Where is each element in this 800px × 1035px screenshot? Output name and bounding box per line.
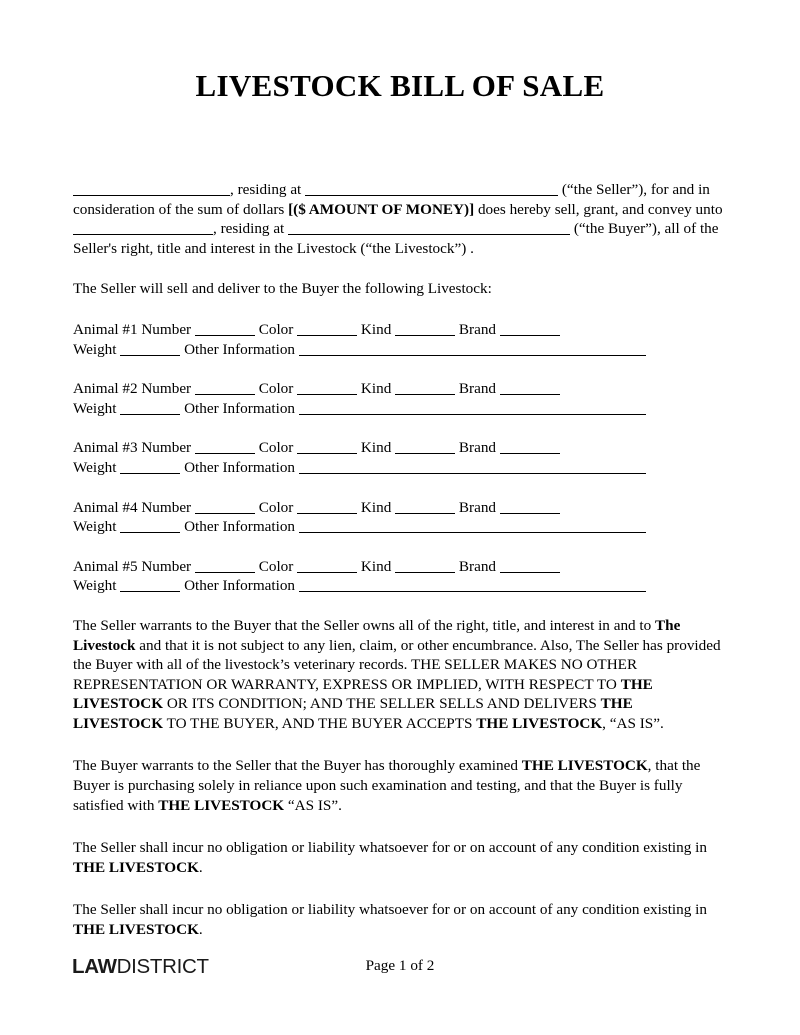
liability-1-bold: THE LIVESTOCK [73,858,199,876]
intro-seg-2: (“the Seller”), for and in consideration of the sum of dollars [73,181,710,218]
animal-brand-blank[interactable] [500,558,560,573]
spacer [73,418,723,438]
animal-other-label: Other Information [184,458,296,476]
spacer [73,258,723,279]
animal-weight-label: Weight [73,458,117,476]
buyer-warranty-seg-d: “AS IS”. [284,796,342,814]
animal-label: Animal #3 [73,439,138,457]
animal-brand-label: Brand [458,380,497,398]
animal-color-blank[interactable] [297,499,357,514]
lawdistrict-logo[interactable] [72,955,209,979]
animal-number-label: Number [141,557,192,575]
animal-other-information-blank[interactable] [299,459,646,474]
page-number: Page 1 of 2 [365,957,435,974]
deliver-statement: The Seller will sell and deliver to the Buyer the following Livestock: [73,280,492,298]
warranty-bold-1: The Livestock [73,616,681,654]
animal-number-blank[interactable] [195,439,255,454]
animal-brand-blank[interactable] [500,439,560,454]
page-title: LIVESTOCK BILL OF SALE [195,68,605,103]
animal-row [73,438,723,477]
spacer [73,478,723,498]
animal-other-label: Other Information [184,340,296,358]
animal-row-line-2 [73,399,723,419]
animal-row [73,379,723,418]
animal-other-label: Other Information [184,518,296,536]
warranty-seg-a: The Seller warrants to the Buyer that the Seller owns all of the right, title, and interest in and to [73,616,656,634]
liability-paragraph-2 [73,900,723,939]
animal-kind-label: Kind [360,557,392,575]
animal-row-line-1 [73,320,723,340]
animal-kind-blank[interactable] [395,380,455,395]
animal-weight-label: Weight [73,518,117,536]
liability-2-bold: THE LIVESTOCK [73,921,199,939]
animal-kind-blank[interactable] [395,439,455,454]
animal-kind-label: Kind [360,439,392,457]
animal-color-blank[interactable] [297,558,357,573]
logo-law-text: LAW [72,955,117,978]
animal-row-line-1 [73,379,723,399]
animal-weight-blank[interactable] [120,518,180,533]
animal-weight-label: Weight [73,399,117,417]
spacer [73,537,723,557]
spacer [73,733,723,756]
animal-color-label: Color [258,439,294,457]
liability-1-seg-c: . [198,858,203,876]
animal-weight-blank[interactable] [120,577,180,592]
animal-row [73,320,723,359]
buyer-warranty-seg-c: , that the Buyer is purchasing solely in reliance upon such examination and testing, and that the Buyer is fully satisfied with [73,757,701,814]
animal-row-line-2 [73,340,723,360]
animal-brand-blank[interactable] [500,321,560,336]
liability-2-seg-a: The Seller shall incur no obligation or liability whatsoever for or on account of any condition existing in [73,901,707,919]
animal-row-line-1 [73,557,723,577]
logo-district-text: DISTRICT [116,955,209,978]
warranty-seg-d: OR ITS CONDITION; AND THE SELLER SELLS AND DELIVERS [163,695,601,713]
animal-kind-blank[interactable] [395,499,455,514]
animal-number-blank[interactable] [195,558,255,573]
animal-row-line-2 [73,517,723,537]
animal-number-blank[interactable] [195,380,255,395]
animal-kind-label: Kind [360,380,392,398]
animal-kind-blank[interactable] [395,321,455,336]
animal-row-line-1 [73,498,723,518]
animal-number-blank[interactable] [195,321,255,336]
animal-row-line-2 [73,458,723,478]
buyer-warranty-paragraph [73,756,723,815]
intro-seg-1: , residing at [230,181,306,198]
animal-weight-blank[interactable] [120,459,180,474]
buyer-name-blank[interactable] [73,220,213,235]
animal-weight-blank[interactable] [120,341,180,356]
animal-number-label: Number [141,320,192,338]
animal-number-label: Number [141,439,192,457]
animal-brand-label: Brand [458,439,497,457]
warranty-seg-f: , “AS IS”. [602,714,664,732]
animal-color-label: Color [258,557,294,575]
warranty-bold-4: THE LIVESTOCK [476,714,603,732]
animal-weight-label: Weight [73,577,117,595]
animal-other-information-blank[interactable] [299,341,646,356]
spacer [73,877,723,900]
animal-weight-blank[interactable] [120,400,180,415]
seller-name-blank[interactable] [73,181,230,196]
animal-color-blank[interactable] [297,380,357,395]
animal-number-blank[interactable] [195,499,255,514]
animal-brand-label: Brand [458,557,497,575]
spacer [73,815,723,838]
animal-brand-label: Brand [458,320,497,338]
intro-seg-3: does hereby sell, grant, and convey unto [474,200,723,218]
buyer-warranty-bold-2: THE LIVESTOCK [158,796,285,814]
intro-paragraph [73,180,723,258]
animal-label: Animal #2 [73,380,138,398]
animal-other-label: Other Information [184,399,296,417]
animal-kind-blank[interactable] [395,558,455,573]
liability-1-seg-a: The Seller shall incur no obligation or liability whatsoever for or on account of any condition existing in [73,839,707,857]
warranty-seg-c: and that it is not subject to any lien, claim, or other encumbrance. Also, The Seller has provided the Buyer with all of the livestock’s veterinary records. THE SELLER MAKES NO OTHER REPRESENTATION OR WARRANTY, EXPRESS OR IMPLIED, WITH RESPECT TO [73,636,721,693]
spacer [73,596,723,616]
document-body [73,180,723,940]
animal-list [73,320,723,616]
animal-color-label: Color [258,380,294,398]
page-footer [0,955,800,995]
animal-color-label: Color [258,498,294,516]
spacer [73,299,723,320]
intro-seg-5: (“the Buyer”), all of the Seller's right, title and interest in the Livestock (“the Livestock”) . [73,220,719,257]
warranty-bold-2: THE LIVESTOCK [73,675,653,713]
amount-of-money-placeholder: [($ AMOUNT OF MONEY)] [288,200,475,218]
liability-paragraph-1 [73,838,723,877]
animal-other-label: Other Information [184,577,296,595]
animal-number-label: Number [141,380,192,398]
animal-kind-label: Kind [360,498,392,516]
buyer-warranty-bold-1: THE LIVESTOCK [521,757,648,775]
liability-2-seg-c: . [198,921,203,939]
warranty-bold-3: THE LIVESTOCK [73,695,633,732]
seller-address-blank[interactable] [305,181,558,196]
animal-color-blank[interactable] [297,439,357,454]
buyer-warranty-seg-a: The Buyer warrants to the Seller that the Buyer has thoroughly examined [73,757,522,775]
animal-label: Animal #1 [73,320,138,338]
buyer-address-blank[interactable] [288,220,570,235]
animal-row-line-2 [73,576,723,596]
animal-row [73,498,723,537]
animal-number-label: Number [141,498,192,516]
animal-brand-blank[interactable] [500,380,560,395]
animal-color-blank[interactable] [297,321,357,336]
animal-other-information-blank[interactable] [299,400,646,415]
animal-row-line-1 [73,438,723,458]
spacer [73,359,723,379]
animal-color-label: Color [258,320,294,338]
animal-other-information-blank[interactable] [299,577,646,592]
animal-kind-label: Kind [360,320,392,338]
animal-brand-label: Brand [458,498,497,516]
animal-label: Animal #5 [73,557,138,575]
animal-label: Animal #4 [73,498,138,516]
seller-warranty-paragraph [73,616,723,734]
animal-brand-blank[interactable] [500,499,560,514]
animal-row [73,557,723,596]
intro-seg-4: , residing at [213,220,289,238]
animal-weight-label: Weight [73,340,117,358]
warranty-seg-e: TO THE BUYER, AND THE BUYER ACCEPTS [163,714,477,732]
animal-other-information-blank[interactable] [299,518,646,533]
